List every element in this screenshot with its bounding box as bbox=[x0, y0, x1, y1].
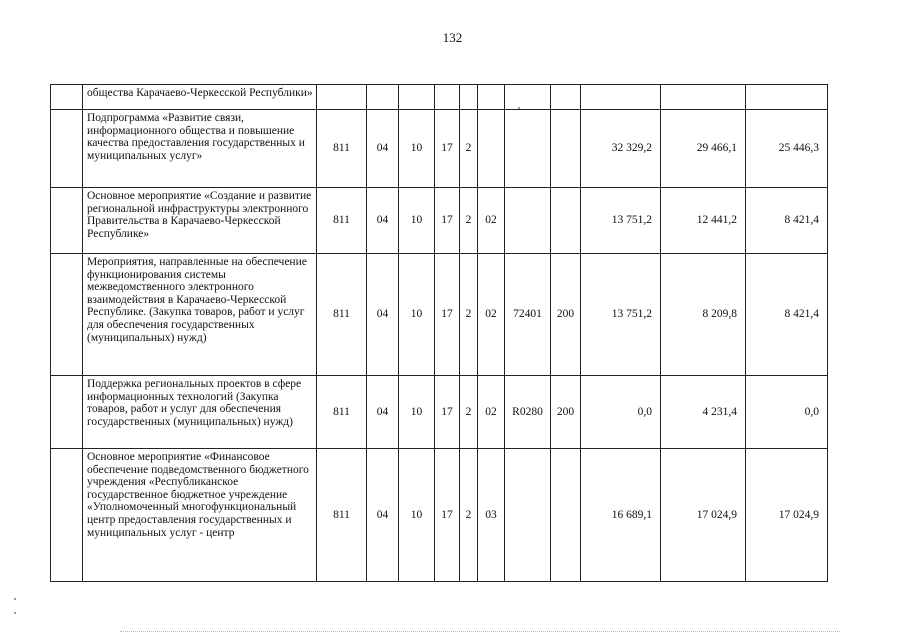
item-name-cell: общества Карачаево-Черкесской Республики» bbox=[83, 85, 317, 110]
row-spacer-cell bbox=[51, 110, 83, 188]
subprogram-code-cell: 2 bbox=[460, 110, 478, 188]
scan-speck bbox=[14, 598, 16, 600]
table-row bbox=[51, 376, 828, 449]
direction-code-cell bbox=[505, 110, 551, 188]
table-row bbox=[51, 188, 828, 254]
amount-cell-2: 17 024,9 bbox=[661, 449, 746, 582]
event-code-cell: 02 bbox=[478, 254, 505, 376]
item-name-cell: Мероприятия, направленные на обеспечение функционирования системы межведомственного электронного взаимодействия в Карачаево-Черкесской Республике. (Закупка товаров, работ и услуг для обеспечения государственных (муниципальных) нужд) bbox=[83, 254, 317, 376]
item-name-cell: Основное мероприятие «Финансовое обеспечение подведомственного бюджетного учреждения «Республиканское государственное бюджетное учреждение «Уполномоченный многофункциональный центр предоставления государственных и муниципальных услуг - центр bbox=[83, 449, 317, 582]
subprogram-code-cell: 2 bbox=[460, 449, 478, 582]
program-code-cell: 17 bbox=[435, 188, 460, 254]
section-code-cell: 04 bbox=[367, 110, 399, 188]
amount-cell-3: 17 024,9 bbox=[746, 449, 828, 582]
amount-cell-3 bbox=[746, 85, 828, 110]
event-code-cell bbox=[478, 110, 505, 188]
amount-cell-2: 12 441,2 bbox=[661, 188, 746, 254]
direction-code-cell: R0280 bbox=[505, 376, 551, 449]
ministry-code-cell: 811 bbox=[317, 376, 367, 449]
event-code-cell: 02 bbox=[478, 376, 505, 449]
budget-table bbox=[50, 84, 828, 582]
program-code-cell: 17 bbox=[435, 376, 460, 449]
scan-speck bbox=[14, 612, 16, 614]
subsection-code-cell: 10 bbox=[399, 188, 435, 254]
item-name-cell: Основное мероприятие «Создание и развитие региональной инфраструктуры электронного Правительства в Карачаево-Черкесской Республике» bbox=[83, 188, 317, 254]
scan-speck bbox=[518, 107, 520, 109]
section-code-cell: 04 bbox=[367, 376, 399, 449]
program-code-cell bbox=[435, 85, 460, 110]
subsection-code-cell: 10 bbox=[399, 110, 435, 188]
amount-cell-2: 29 466,1 bbox=[661, 110, 746, 188]
amount-cell-1: 16 689,1 bbox=[581, 449, 661, 582]
event-code-cell bbox=[478, 85, 505, 110]
section-code-cell: 04 bbox=[367, 188, 399, 254]
amount-cell-1: 13 751,2 bbox=[581, 254, 661, 376]
expense-type-cell bbox=[551, 110, 581, 188]
direction-code-cell: 72401 bbox=[505, 254, 551, 376]
subprogram-code-cell: 2 bbox=[460, 188, 478, 254]
amount-cell-3: 8 421,4 bbox=[746, 254, 828, 376]
amount-cell-1 bbox=[581, 85, 661, 110]
subsection-code-cell: 10 bbox=[399, 254, 435, 376]
scan-edge-line bbox=[120, 631, 840, 633]
subsection-code-cell bbox=[399, 85, 435, 110]
direction-code-cell bbox=[505, 85, 551, 110]
event-code-cell: 02 bbox=[478, 188, 505, 254]
row-spacer-cell bbox=[51, 188, 83, 254]
ministry-code-cell: 811 bbox=[317, 449, 367, 582]
direction-code-cell bbox=[505, 449, 551, 582]
section-code-cell bbox=[367, 85, 399, 110]
expense-type-cell: 200 bbox=[551, 376, 581, 449]
section-code-cell: 04 bbox=[367, 449, 399, 582]
expense-type-cell bbox=[551, 188, 581, 254]
ministry-code-cell: 811 bbox=[317, 188, 367, 254]
program-code-cell: 17 bbox=[435, 254, 460, 376]
row-spacer-cell bbox=[51, 254, 83, 376]
item-name-cell: Поддержка региональных проектов в сфере информационных технологий (Закупка товаров, работ и услуг для обеспечения государственных (муниципальных) нужд) bbox=[83, 376, 317, 449]
amount-cell-2: 8 209,8 bbox=[661, 254, 746, 376]
ministry-code-cell: 811 bbox=[317, 254, 367, 376]
amount-cell-2: 4 231,4 bbox=[661, 376, 746, 449]
page-number: 132 bbox=[442, 30, 463, 45]
section-code-cell: 04 bbox=[367, 254, 399, 376]
row-spacer-cell bbox=[51, 85, 83, 110]
expense-type-cell bbox=[551, 449, 581, 582]
amount-cell-1: 32 329,2 bbox=[581, 110, 661, 188]
table-row bbox=[51, 110, 828, 188]
ministry-code-cell bbox=[317, 85, 367, 110]
amount-cell-3: 0,0 bbox=[746, 376, 828, 449]
table-row bbox=[51, 449, 828, 582]
amount-cell-1: 0,0 bbox=[581, 376, 661, 449]
subsection-code-cell: 10 bbox=[399, 449, 435, 582]
subprogram-code-cell bbox=[460, 85, 478, 110]
row-spacer-cell bbox=[51, 376, 83, 449]
row-spacer-cell bbox=[51, 449, 83, 582]
subprogram-code-cell: 2 bbox=[460, 376, 478, 449]
item-name-cell: Подпрограмма «Развитие связи, информационного общества и повышение качества предоставления государственных и муниципальных услуг» bbox=[83, 110, 317, 188]
subsection-code-cell: 10 bbox=[399, 376, 435, 449]
amount-cell-3: 8 421,4 bbox=[746, 188, 828, 254]
amount-cell-1: 13 751,2 bbox=[581, 188, 661, 254]
ministry-code-cell: 811 bbox=[317, 110, 367, 188]
subprogram-code-cell: 2 bbox=[460, 254, 478, 376]
expense-type-cell: 200 bbox=[551, 254, 581, 376]
direction-code-cell bbox=[505, 188, 551, 254]
amount-cell-3: 25 446,3 bbox=[746, 110, 828, 188]
expense-type-cell bbox=[551, 85, 581, 110]
program-code-cell: 17 bbox=[435, 449, 460, 582]
table-row bbox=[51, 254, 828, 376]
event-code-cell: 03 bbox=[478, 449, 505, 582]
amount-cell-2 bbox=[661, 85, 746, 110]
table-row bbox=[51, 85, 828, 110]
program-code-cell: 17 bbox=[435, 110, 460, 188]
